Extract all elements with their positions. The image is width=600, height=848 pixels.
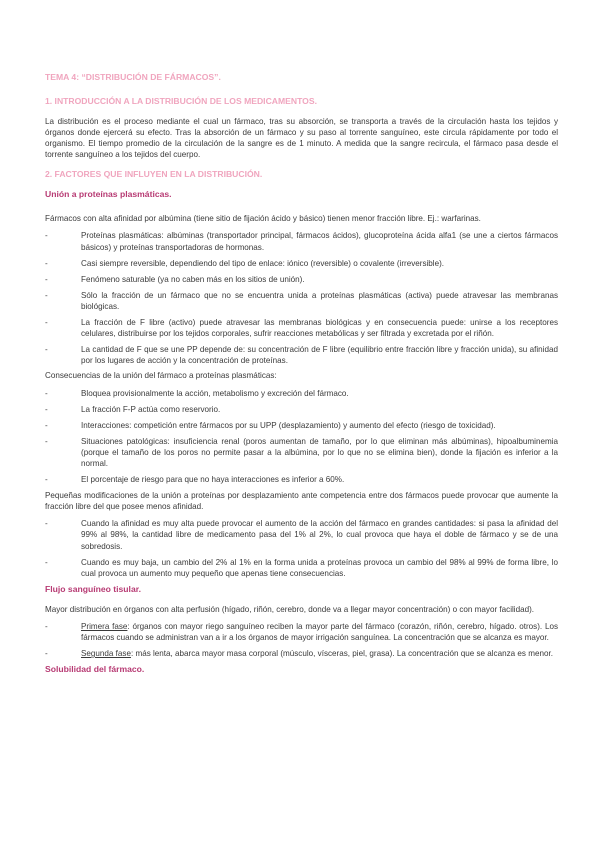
solubilidad-heading: Solubilidad del fármaco. — [45, 664, 145, 675]
document-page — [45, 72, 558, 675]
phase-label: Primera fase — [81, 621, 128, 631]
section-1-heading: 1. INTRODUCCIÓN A LA DISTRIBUCIÓN DE LOS MEDICAMENTOS. — [45, 96, 317, 106]
list-item: - Segunda fase: más lenta, abarca mayor masa corporal (músculo, vísceras, piel, grasa). La concentración que se alcanza es menor. — [45, 649, 553, 659]
list-item: - Interacciones: competición entre fármacos por su UPP (desplazamiento) y aumento del efecto (riesgo de toxicidad). — [45, 420, 496, 430]
list-item: - Fenómeno saturable (ya no caben más en los sitios de unión). — [45, 274, 305, 284]
section-2-heading: 2. FACTORES QUE INFLUYEN EN LA DISTRIBUCIÓN. — [45, 169, 263, 180]
list-item: - La fracción de F libre (activo) puede atravesar las membranas biológicas y en consecuencia puede: unirse a los receptores celulares, distribuirse por los tejidos corporales, sufrir reacciones metabólicas y ser filtrada y excretada por el riñón. — [45, 318, 558, 339]
list-item: - Situaciones patológicas: insuficiencia renal (poros aumentan de tamaño, por lo que eliminan más albúminas), hipoalbuminemia (porque el tamaño de los poros no permite pasar a la albúmina, por lo que no se elimina bien), donde la fijación es inferior a la normal. — [45, 436, 558, 468]
consequences-intro: Consecuencias de la unión del fármaco a proteínas plasmáticas: — [45, 371, 277, 381]
document-title: TEMA 4: “DISTRIBUCIÓN DE FÁRMACOS”. — [45, 72, 221, 82]
list-item: - Proteínas plasmáticas: albúminas (transportador principal, fármacos ácidos), glucoproteína ácida alfa1 (se une a ciertos fármacos básicos) y proteínas transportadoras de hormonas. — [45, 231, 558, 252]
list-item: - Cuando la afinidad es muy alta puede provocar el aumento de la acción del fármaco en grandes cantidades: si pasa la afinidad del 99% al 98%, la cantidad libre de medicamento pasa del 1% al 2%, lo cual provoca que haya el doble de fármaco y se de una sobredosis. — [45, 519, 558, 551]
flujo-intro-paragraph: Mayor distribución en órganos con alta perfusión (hígado, riñón, cerebro, donde va a llegar mayor concentración) o con mayor facilidad). — [45, 604, 535, 614]
section-1-paragraph: La distribución es el proceso mediante el cual un fármaco, tras su absorción, se transporta a través de la circulación hasta los tejidos y órganos donde ejercerá su efecto. Tras la absorción de un fármaco y su paso al torrente sanguíneo, este circula rápidamente por todo el organismo. El tiempo promedio de la circulación de la sangre es de 1 minuto. A medida que la sangre recircula, el fármaco pasa desde el torrente sanguíneo a los tejidos del cuerpo. — [45, 117, 558, 160]
modifications-paragraph: Pequeñas modificaciones de la unión a proteínas por desplazamiento ante competencia entre dos fármacos puede provocar que aumente la fracción libre del que posee menos afinidad. — [45, 491, 558, 512]
list-item: - El porcentaje de riesgo para que no haya interacciones es inferior a 60%. — [45, 475, 345, 485]
flujo-sanguineo-heading: Flujo sanguíneo tisular. — [45, 583, 141, 594]
phase-label: Segunda fase — [81, 649, 131, 659]
list-item: - Cuando es muy baja, un cambio del 2% al 1% en la forma unida a proteínas provoca un cambio del 98% al 99% de forma libre, lo cual provoca un aumento muy pequeño que apenas tiene consecuencias. — [45, 557, 558, 578]
list-item: - Sólo la fracción de un fármaco que no se encuentra unida a proteínas plasmáticas (activa) puede atravesar las membranas biológicas. — [45, 290, 558, 311]
list-item: - Primera fase: órganos con mayor riego sanguíneo reciben la mayor parte del fármaco (corazón, riñón, cerebro, hígado. otros). Los fármacos cuando se administran van a ir a los órganos de mayor irrigación sanguínea. La concentración que se alcanza es mayor. — [45, 621, 558, 642]
list-item: - Bloquea provisionalmente la acción, metabolismo y excreción del fármaco. — [45, 388, 349, 398]
list-item: - Casi siempre reversible, dependiendo del tipo de enlace: iónico (reversible) o covalente (irreversible). — [45, 258, 445, 268]
list-item: - La fracción F-P actúa como reservorio. — [45, 404, 221, 414]
list-item: - La cantidad de F que se une PP depende de: su concentración de F libre (equilibrio entre fracción libre y fracción unida), su afinidad por los lugares de acción y la concentración de proteínas. — [45, 345, 558, 366]
union-intro-paragraph: Fármacos con alta afinidad por albúmina (tiene sitio de fijación ácido y básico) tienen menor fracción libre. Ej.: warfarinas. — [45, 214, 481, 224]
union-proteinas-heading: Unión a proteínas plasmáticas. — [45, 189, 172, 200]
